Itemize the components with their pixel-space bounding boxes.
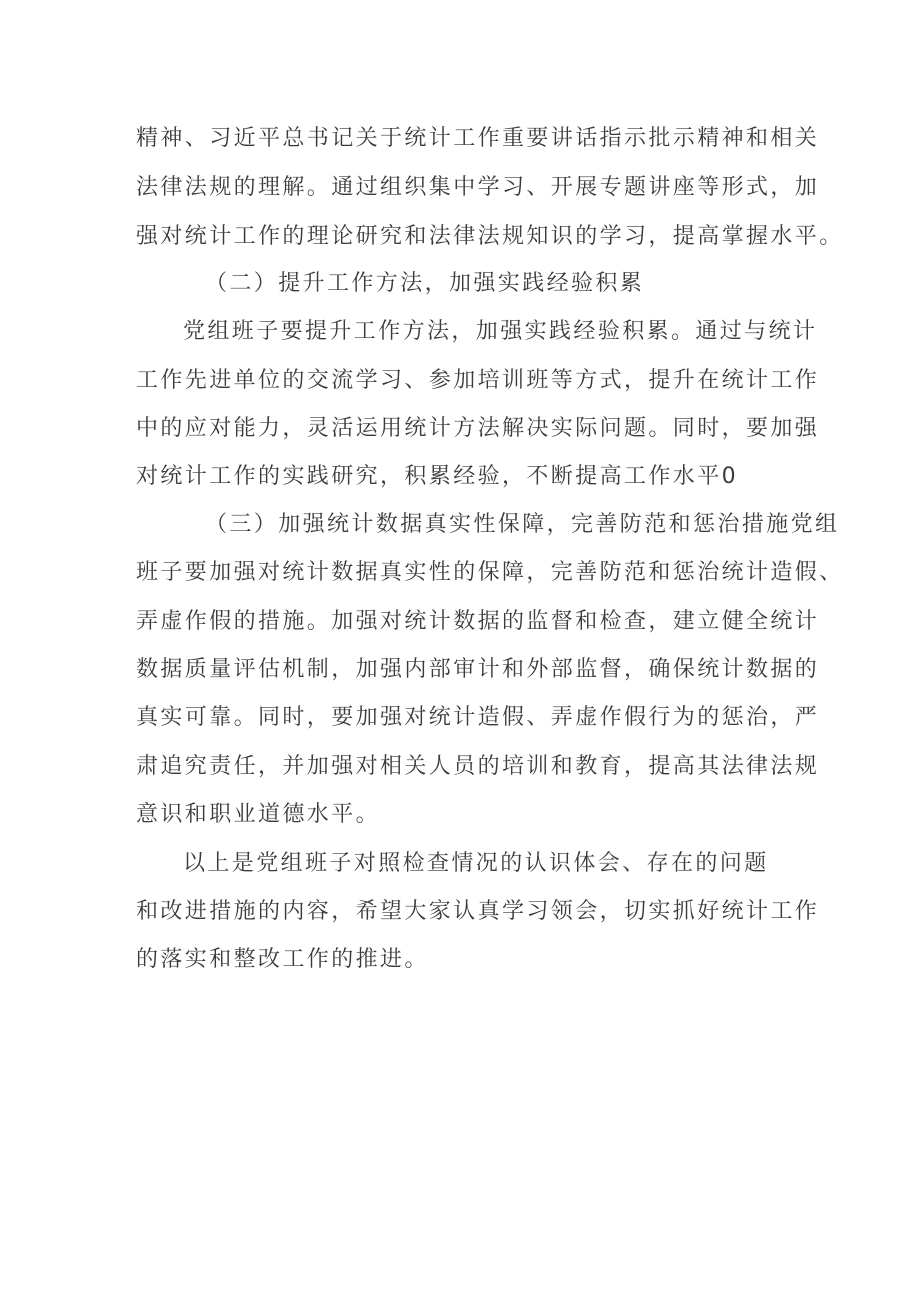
paragraph-line: 真实可靠。同时，要加强对统计造假、弄虚作假行为的惩治，严 — [136, 705, 820, 730]
paragraph-line: 数据质量评估机制，加强内部审计和外部监督，确保统计数据的 — [136, 657, 820, 682]
paragraph-line: 弄虚作假的措施。加强对统计数据的监督和检查，建立健全统计 — [136, 609, 820, 634]
paragraph-line: 意识和职业道德水平。 — [136, 802, 381, 827]
paragraph-line: 党组班子要提升工作方法，加强实践经验积累。通过与统计 — [183, 319, 818, 344]
paragraph-line: 的落实和整改工作的推进。 — [136, 947, 429, 972]
paragraph-line: 和改进措施的内容，希望大家认真学习领会，切实抓好统计工作 — [136, 899, 820, 924]
paragraph-line: 法律法规的理解。通过组织集中学习、开展专题讲座等形式，加 — [136, 175, 820, 200]
paragraph-line: 中的应对能力，灵活运用统计方法解决实际问题。同时，要加强 — [136, 416, 820, 441]
paragraph-line: 对统计工作的实践研究，积累经验，不断提高工作水平0 — [136, 464, 738, 489]
section-heading-paragraph: （三）加强统计数据真实性保障，完善防范和惩治措施党组 — [205, 512, 840, 537]
paragraph-line: 强对统计工作的理论研究和法律法规知识的学习，提高掌握水平。 — [136, 224, 844, 249]
section-heading: （二）提升工作方法，加强实践经验积累 — [205, 271, 645, 296]
paragraph-line: 精神、习近平总书记关于统计工作重要讲话指示批示精神和相关 — [136, 126, 820, 151]
paragraph-line: 肃追究责任，并加强对相关人员的培训和教育，提高其法律法规 — [136, 754, 820, 779]
paragraph-line: 班子要加强对统计数据真实性的保障，完善防范和惩治统计造假、 — [136, 560, 844, 585]
paragraph-line: 以上是党组班子对照检查情况的认识体会、存在的问题 — [183, 851, 769, 876]
paragraph-line: 工作先进单位的交流学习、参加培训班等方式，提升在统计工作 — [136, 368, 820, 393]
